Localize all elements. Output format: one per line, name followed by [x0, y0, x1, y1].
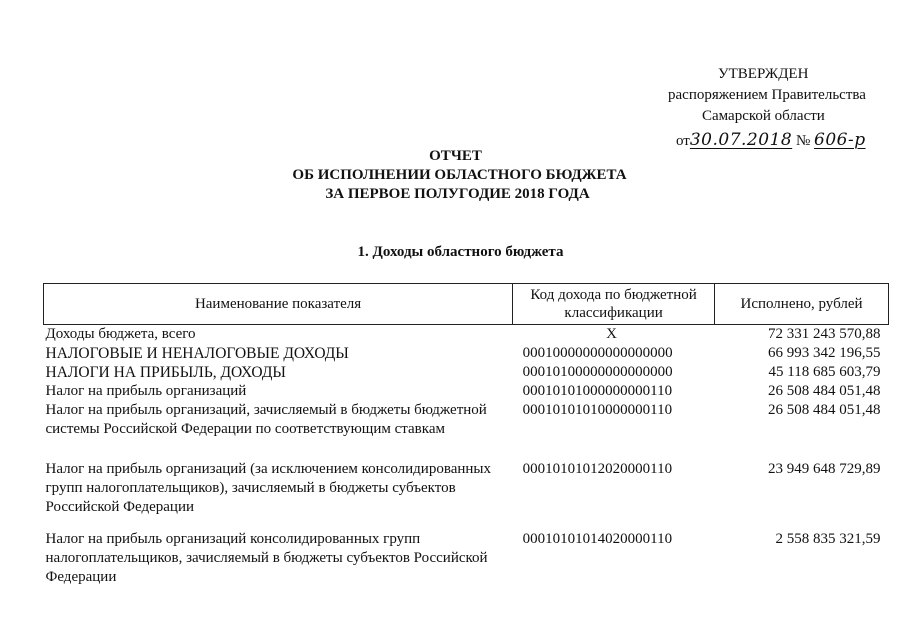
row-amount: 66 993 342 196,55	[768, 345, 881, 361]
row-code: 00010101012020000110	[522, 461, 673, 477]
title-line-3: ЗА ПЕРВОЕ ПОЛУГОДИЕ 2018 ГОДА	[325, 186, 590, 202]
row-name: Доходы бюджета, всего	[45, 326, 196, 342]
revenue-table	[43, 283, 889, 587]
header-amount: Исполнено, рублей	[715, 284, 889, 325]
header-code: Код дохода по бюджетной классификации	[513, 284, 715, 325]
table-row	[44, 401, 889, 460]
approval-region: Самарской области	[702, 108, 825, 124]
table-row	[44, 460, 889, 530]
row-amount: 45 118 685 603,79	[768, 364, 881, 380]
row-code: 00010101000000000110	[522, 383, 673, 399]
approval-authority: распоряжением Правительства	[668, 87, 866, 103]
approval-title: УТВЕРЖДЕН	[718, 66, 809, 82]
title-line-1: ОТЧЕТ	[429, 148, 482, 164]
row-name: Налог на прибыль организаций (за исключением консолидированных групп налогоплательщиков), зачисляемый в бюджеты субъектов Российской Федерации	[45, 461, 492, 515]
table-row	[44, 530, 889, 587]
row-amount: 2 558 835 321,59	[775, 531, 881, 547]
row-amount: 26 508 484 051,48	[768, 402, 881, 418]
table-row	[44, 344, 889, 363]
section-heading	[0, 244, 905, 261]
handwritten-date: 30.07.2018	[689, 130, 793, 150]
row-name: Налог на прибыль организаций	[45, 383, 247, 399]
row-name: НАЛОГОВЫЕ И НЕНАЛОГОВЫЕ ДОХОДЫ	[45, 345, 349, 362]
row-code: X	[606, 326, 617, 342]
handwritten-number: 606-р	[814, 130, 866, 150]
row-amount: 72 331 243 570,88	[768, 326, 881, 342]
table-header-row	[44, 284, 889, 325]
row-amount: 26 508 484 051,48	[768, 383, 881, 399]
number-prefix: №	[795, 133, 811, 149]
table-row	[44, 325, 889, 345]
date-prefix: от	[676, 133, 690, 149]
report-title	[0, 147, 905, 204]
row-code: 00010101010000000110	[522, 402, 673, 418]
row-code: 00010101014020000110	[522, 531, 673, 547]
table-row	[44, 382, 889, 401]
row-code: 00010000000000000000	[522, 345, 673, 361]
table-row	[44, 363, 889, 382]
row-name: Налог на прибыль организаций консолидированных групп налогоплательщиков, зачисляемый в бюджеты субъектов Российской Федерации	[45, 531, 488, 585]
header-name: Наименование показателя	[44, 284, 513, 325]
title-line-2: ОБ ИСПОЛНЕНИИ ОБЛАСТНОГО БЮДЖЕТА	[292, 167, 627, 183]
section-title: 1. Доходы областного бюджета	[357, 244, 564, 260]
row-code: 00010100000000000000	[522, 364, 673, 380]
row-name: Налог на прибыль организаций, зачисляемый в бюджеты бюджетной системы Российской Федерации по соответствующим ставкам	[45, 402, 487, 437]
row-amount: 23 949 648 729,89	[768, 461, 881, 477]
row-name: НАЛОГИ НА ПРИБЫЛЬ, ДОХОДЫ	[45, 364, 286, 381]
